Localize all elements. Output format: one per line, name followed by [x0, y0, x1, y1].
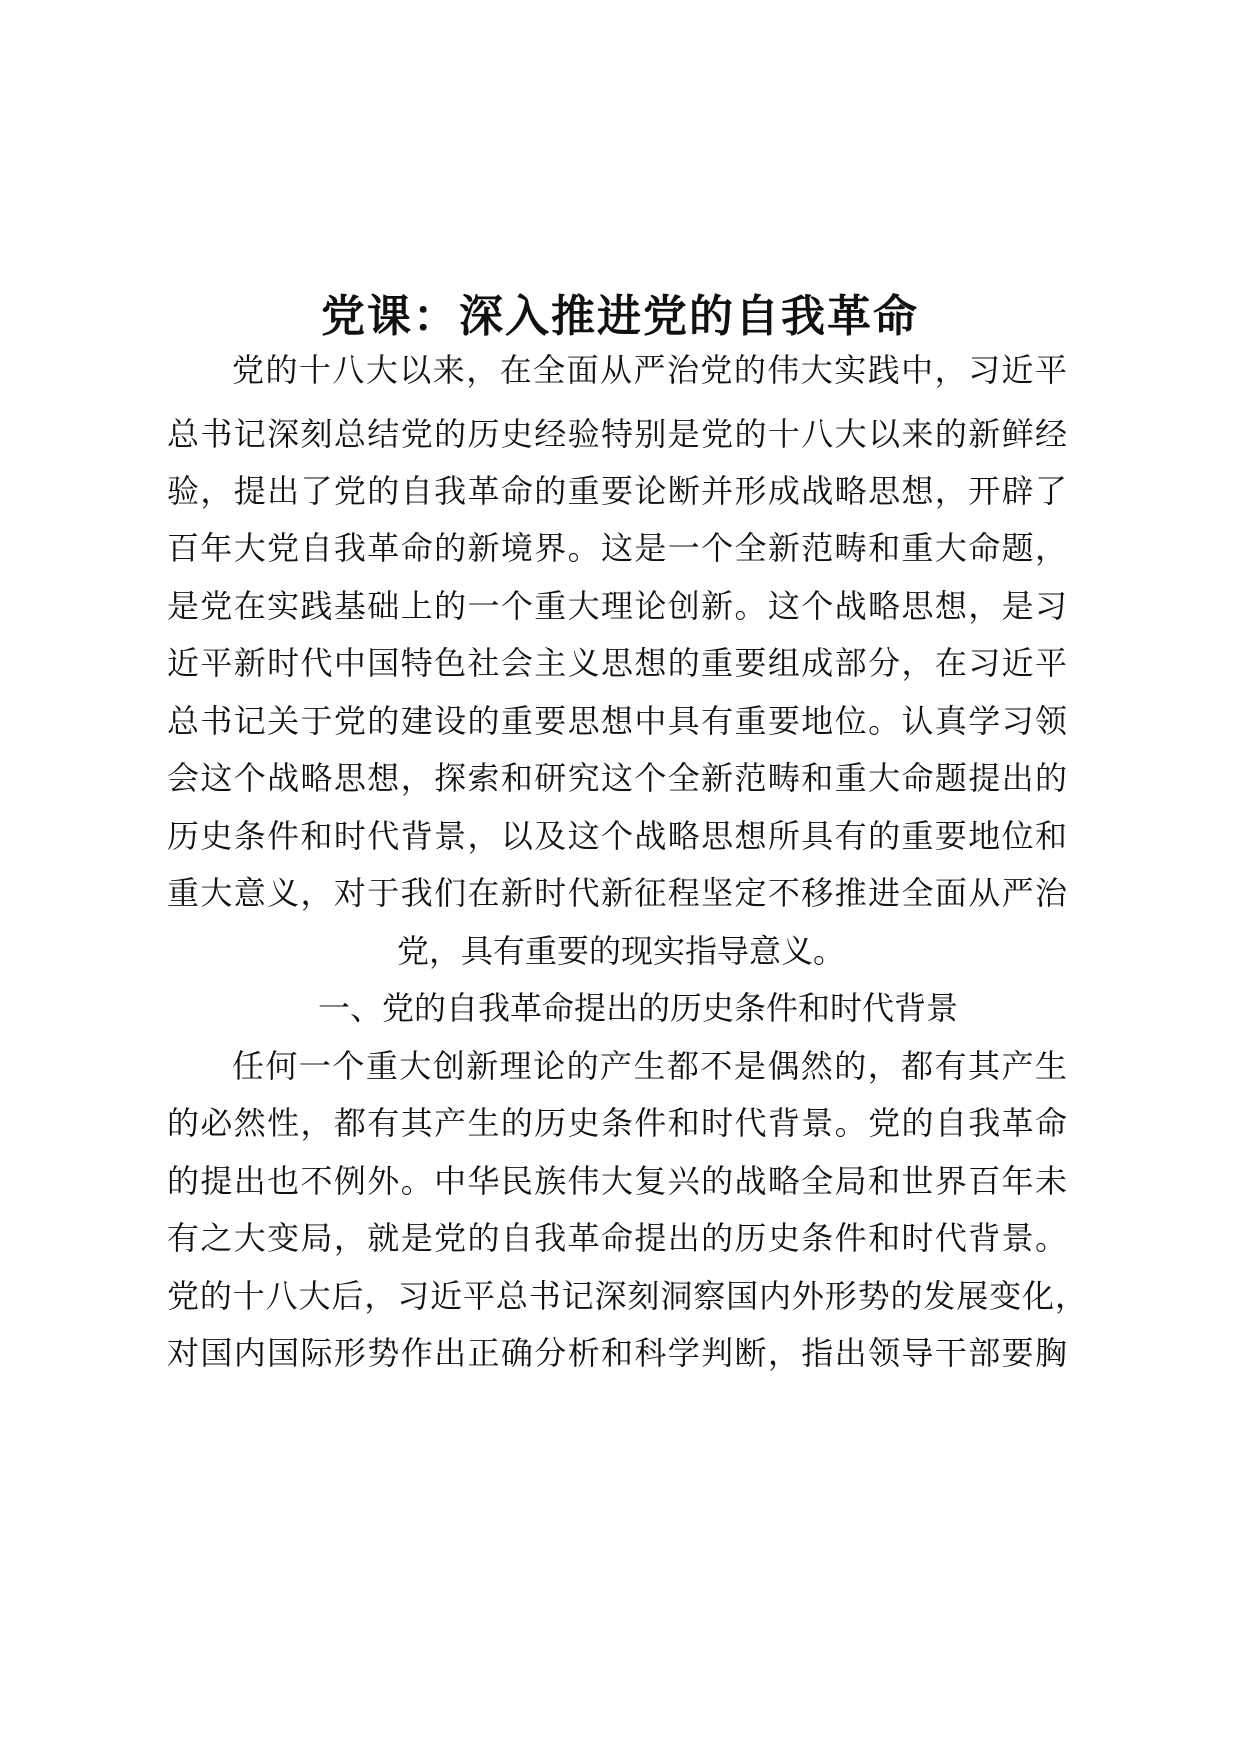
paragraph-line: 总书记深刻总结党的历史经验特别是党的十八大以来的新鲜经: [167, 415, 1067, 453]
paragraph-line: 对国内国际形势作出正确分析和科学判断，指出领导干部要胸: [167, 1334, 1067, 1372]
paragraph-line: 验，提出了党的自我革命的重要论断并形成战略思想，开辟了: [167, 472, 1067, 510]
paragraph-line: 党，具有重要的现实指导意义。: [396, 932, 845, 970]
paragraph-line: 重大意义，对于我们在新时代新征程坚定不移推进全面从严治: [167, 874, 1067, 912]
paragraph-line: 会这个战略思想，探索和研究这个全新范畴和重大命题提出的: [167, 759, 1067, 797]
paragraph-line: 的必然性，都有其产生的历史条件和时代背景。党的自我革命: [167, 1104, 1067, 1142]
paragraph-line: 是党在实践基础上的一个重大理论创新。这个战略思想，是习: [167, 587, 1067, 625]
paragraph-line: 总书记关于党的建设的重要思想中具有重要地位。认真学习领: [167, 702, 1067, 740]
paragraph-line: 党的十八大后，习近平总书记深刻洞察国内外形势的发展变化，: [167, 1277, 1087, 1315]
document-title: 党课：深入推进党的自我革命: [321, 291, 919, 342]
paragraph-line: 有之大变局，就是党的自我革命提出的历史条件和时代背景。: [167, 1219, 1067, 1257]
paragraph-line: 百年大党自我革命的新境界。这是一个全新范畴和重大命题，: [167, 529, 1067, 567]
paragraph-line: 的提出也不例外。中华民族伟大复兴的战略全局和世界百年未: [167, 1162, 1067, 1200]
section-heading: 一、党的自我革命提出的历史条件和时代背景: [318, 989, 959, 1027]
paragraph-line: 历史条件和时代背景，以及这个战略思想所具有的重要地位和: [167, 817, 1067, 855]
paragraph-line: 任何一个重大创新理论的产生都不是偶然的，都有其产生: [232, 1047, 1067, 1085]
paragraph-line: 党的十八大以来，在全面从严治党的伟大实践中，习近平: [232, 351, 1067, 389]
paragraph-line: 近平新时代中国特色社会主义思想的重要组成部分，在习近平: [167, 644, 1067, 682]
